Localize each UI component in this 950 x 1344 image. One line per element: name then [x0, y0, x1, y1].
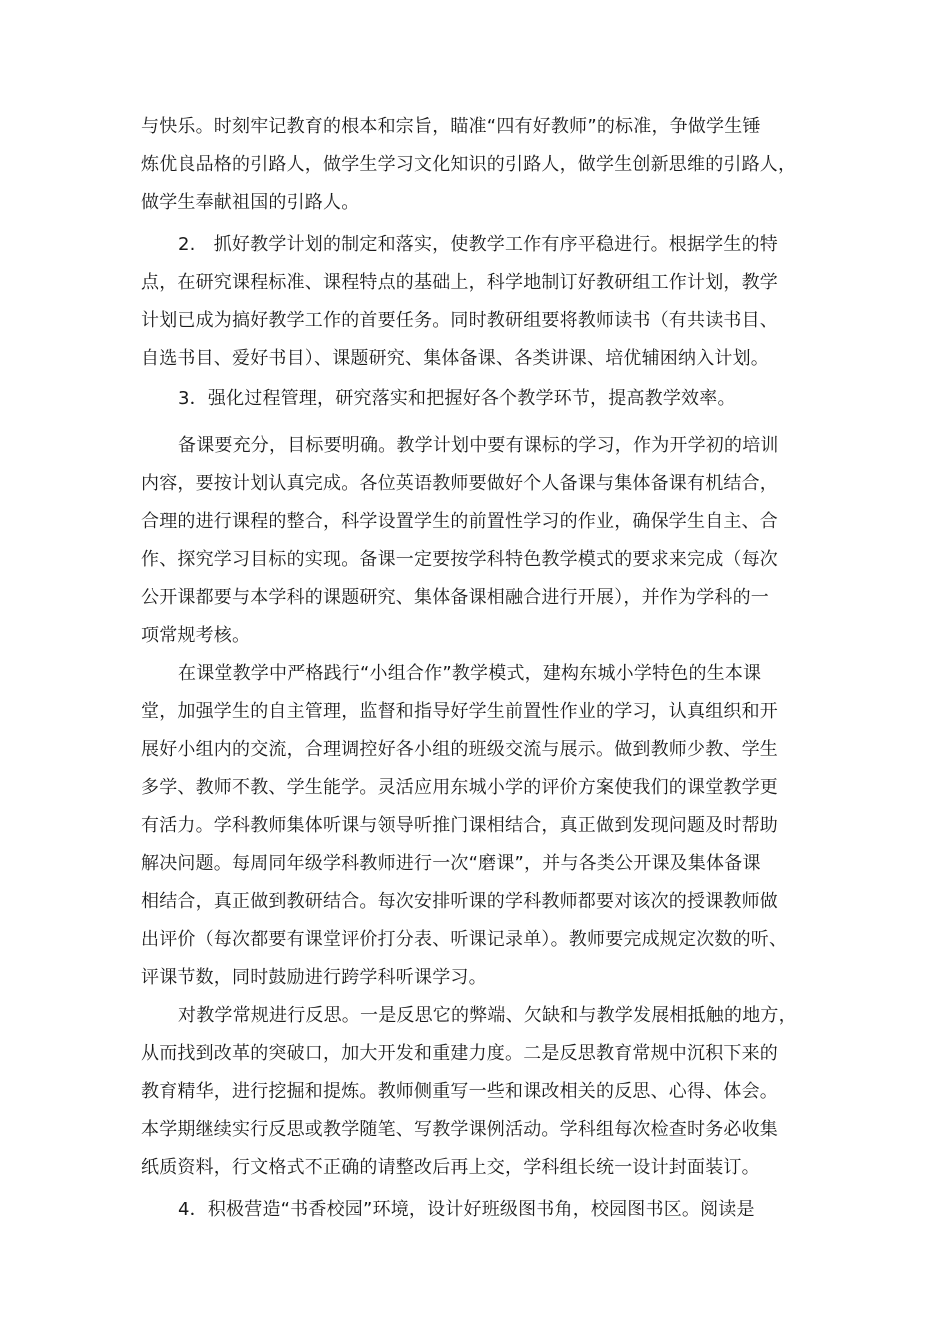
text-line: 多学、教师不教、学生能学。灵活应用东城小学的评价方案使我们的课堂教学更	[141, 777, 778, 798]
text-line: 评课节数，同时鼓励进行跨学科听课学习。	[141, 967, 487, 988]
text-line: 项常规考核。	[141, 625, 251, 646]
text-line: 公开课都要与本学科的课题研究、集体备课相融合进行开展），并作为学科的一	[141, 587, 769, 608]
text-line: 对教学常规进行反思。一是反思它的弊端、欠缺和与教学发展相抵触的地方，	[178, 1005, 797, 1026]
text-line: 2. 抓好教学计划的制定和落实，使教学工作有序平稳进行。根据学生的特	[178, 234, 778, 255]
text-line: 解决问题。每周同年级学科教师进行一次“磨课”，并与各类公开课及集体备课	[141, 853, 761, 874]
text-line: 从而找到改革的突破口，加大开发和重建力度。二是反思教育常规中沉积下来的	[141, 1043, 778, 1064]
text-line: 出评价（每次都要有课堂评价打分表、听课记录单）。教师要完成规定次数的听、	[141, 929, 788, 950]
text-line: 备课要充分，目标要明确。教学计划中要有课标的学习，作为开学初的培训	[178, 435, 779, 456]
text-line: 纸质资料，行文格式不正确的请整改后再上交，学科组长统一设计封面装订。	[141, 1157, 760, 1178]
text-line: 做学生奉献祖国的引路人。	[141, 192, 360, 213]
text-line: 3．强化过程管理，研究落实和把握好各个教学环节，提高教学效率。	[178, 388, 736, 409]
text-line: 内容，要按计划认真完成。各位英语教师要做好个人备课与集体备课有机结合，	[141, 473, 778, 494]
text-line: 教育精华，进行挖掘和提炼。教师侧重写一些和课改相关的反思、心得、体会。	[141, 1081, 778, 1102]
text-line: 与快乐。时刻牢记教育的根本和宗旨，瞄准“四有好教师”的标准，争做学生锤	[141, 116, 761, 137]
text-line: 炼优良品格的引路人，做学生学习文化知识的引路人，做学生创新思维的引路人，	[141, 154, 797, 175]
text-line: 合理的进行课程的整合，科学设置学生的前置性学习的作业，确保学生自主、合	[141, 511, 778, 532]
text-line: 相结合，真正做到教研结合。每次安排听课的学科教师都要对该次的授课教师做	[141, 891, 778, 912]
text-line: 计划已成为搞好教学工作的首要任务。同时教研组要将教师读书（有共读书目、	[141, 310, 778, 331]
text-line: 堂，加强学生的自主管理，监督和指导好学生前置性作业的学习，认真组织和开	[141, 701, 778, 722]
text-line: 展好小组内的交流，合理调控好各小组的班级交流与展示。做到教师少教、学生	[141, 739, 778, 760]
text-line: 自选书目、爱好书目）、课题研究、集体备课、各类讲课、培优辅困纳入计划。	[141, 348, 769, 369]
text-line: 作、探究学习目标的实现。备课一定要按学科特色教学模式的要求来完成（每次	[141, 549, 778, 570]
text-line: 在课堂教学中严格践行“小组合作”教学模式，建构东城小学特色的生本课	[178, 663, 762, 684]
text-line: 4．积极营造“书香校园”环境，设计好班级图书角，校园图书区。阅读是	[178, 1199, 755, 1220]
text-line: 点，在研究课程标准、课程特点的基础上，科学地制订好教研组工作计划，教学	[141, 272, 778, 293]
text-line: 有活力。学科教师集体听课与领导听推门课相结合，真正做到发现问题及时帮助	[141, 815, 778, 836]
text-line: 本学期继续实行反思或教学随笔、写教学课例活动。学科组每次检查时务必收集	[141, 1119, 778, 1140]
